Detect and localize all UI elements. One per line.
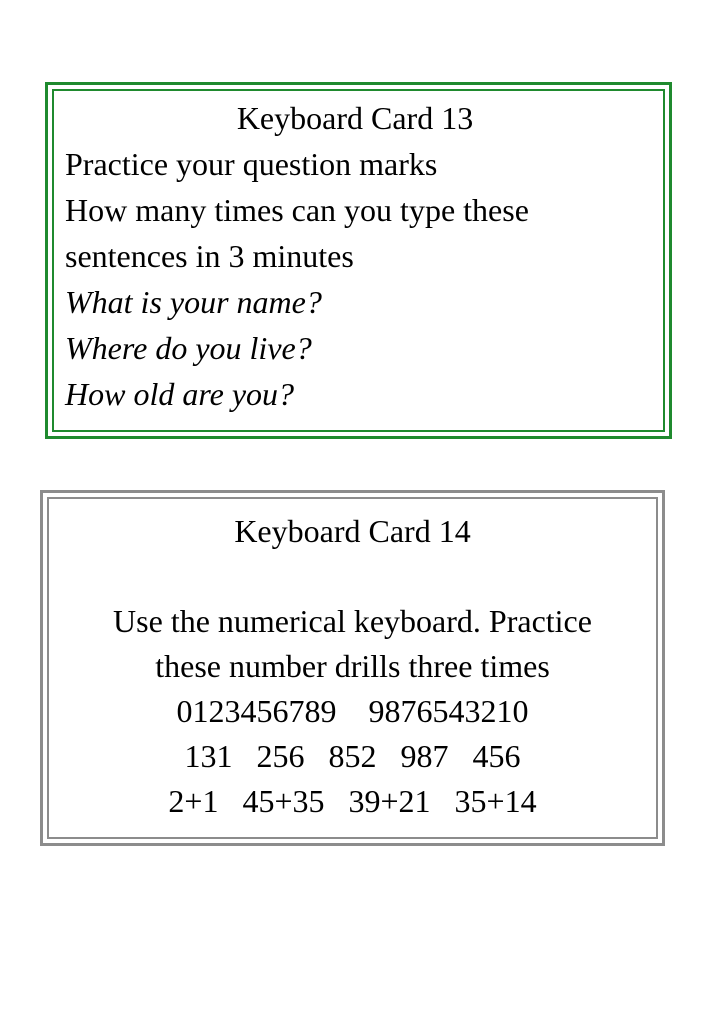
- keyboard-card-14-inner-border: [47, 497, 658, 839]
- keyboard-card-13-inner-border: [52, 89, 665, 432]
- keyboard-card-14: [40, 490, 665, 846]
- keyboard-card-13: [45, 82, 672, 439]
- card-14-instruction-2: these number drills three times: [155, 648, 550, 684]
- card-14-drill-numbers: 131 256 852 987 456: [184, 738, 521, 774]
- card-13-instruction-3: sentences in 3 minutes: [65, 238, 354, 274]
- card-14-drill-digits: 0123456789 9876543210: [176, 693, 529, 729]
- card-13-instruction-1: Practice your question marks: [65, 146, 438, 182]
- card-14-instruction-1: Use the numerical keyboard. Practice: [113, 603, 592, 639]
- card-13-sentence-1: What is your name?: [65, 284, 322, 320]
- card-14-drill-sums: 2+1 45+35 39+21 35+14: [168, 783, 537, 819]
- card-13-sentence-2: Where do you live?: [65, 330, 312, 366]
- card-14-title: Keyboard Card 14: [234, 513, 471, 549]
- card-13-sentence-3: How old are you?: [65, 376, 295, 412]
- card-14-spacer: [49, 554, 656, 599]
- card-13-instruction-2: How many times can you type these: [65, 192, 529, 228]
- card-13-title: Keyboard Card 13: [236, 100, 474, 136]
